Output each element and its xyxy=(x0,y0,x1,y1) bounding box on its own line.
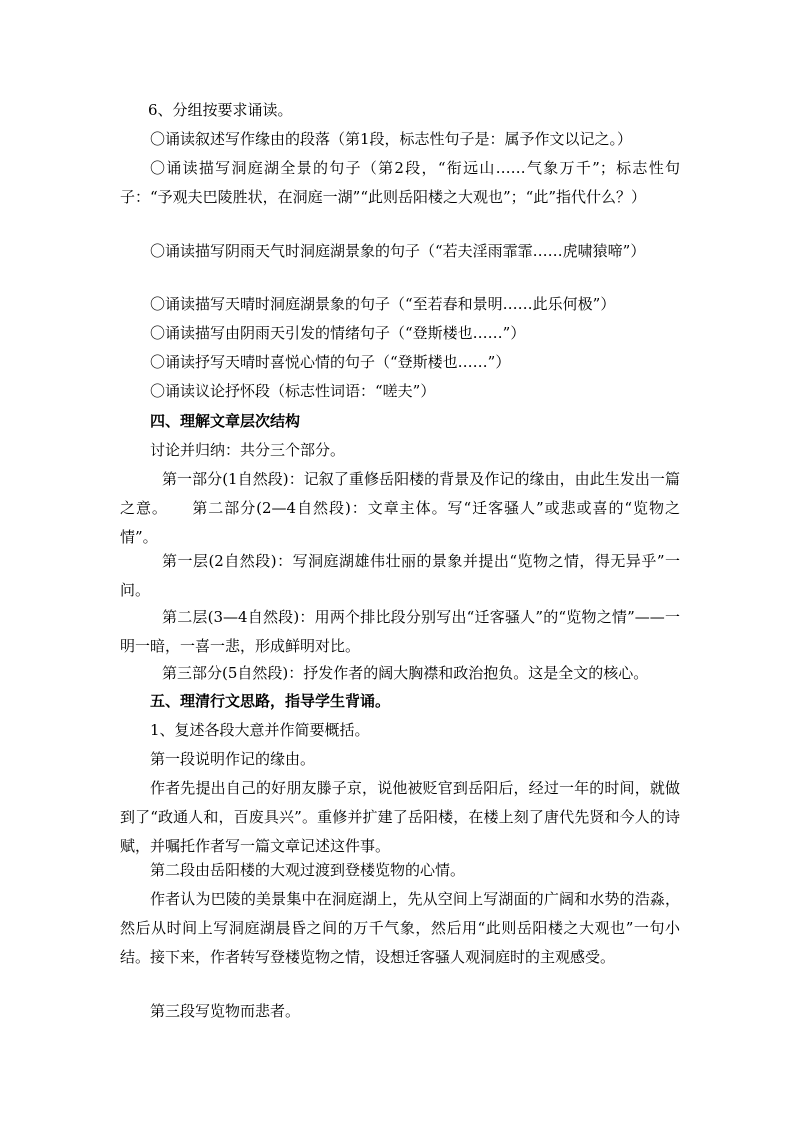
paragraph-third-section: 第三段写览物而悲者。 xyxy=(150,1002,301,1020)
paragraph-reason: 〇诵读叙述写作缘由的段落（第1段，标志性句子是：属予作文以记之。） xyxy=(150,130,633,148)
paragraph-summary: 讨论并归纳：共分三个部分。 xyxy=(150,441,346,459)
paragraph-first-detail: 作者先提出自己的好朋友滕子京，说他被贬官到岳阳后，经过一年的时间，就做到了“政通人和，百废具兴”。重修并扩建了岳阳楼，在楼上刻了唐代先贤和今人的诗赋，并嘱托作者写一篇文章记述这件事。 xyxy=(120,779,680,855)
paragraph-sad-emotion: 〇诵读描写由阴雨天引发的情绪句子（“登斯楼也……”） xyxy=(150,324,526,342)
paragraph-second-detail: 作者认为巴陵的美景集中在洞庭湖上，先从空间上写湖面的广阔和水势的浩淼，然后从时间上写洞庭湖晨昏之间的万千气象，然后用“此则岳阳楼之大观也”一句小结。接下来，作者转写登楼览物之情，设想迁客骚人观洞庭时的主观感受。 xyxy=(120,890,680,966)
paragraph-sunny: 〇诵读描写天晴时洞庭湖景象的句子（“至若春和景明……此乐何极”） xyxy=(150,295,616,313)
paragraph-joy-emotion: 〇诵读抒写天晴时喜悦心情的句子（“登斯楼也……”） xyxy=(150,353,511,371)
paragraph-layer-two: 第二层(3—4自然段)：用两个排比段分别写出“迁客骚人”的“览物之情”——一明一暗，一喜一悲，形成鲜明对比。 xyxy=(120,608,680,655)
paragraph-discussion: 〇诵读议论抒怀段（标志性词语：“嗟夫”） xyxy=(150,382,436,400)
paragraph-first-section: 第一段说明作记的缘由。 xyxy=(150,750,316,768)
paragraph-panorama: 〇诵读描写洞庭湖全景的句子（第2段，“衔远山……气象万千”；标志性句子：“予观夫巴陵胜状，在洞庭一湖”“此则岳阳楼之大观也”；“此”指代什么？） xyxy=(120,159,680,206)
section-heading-structure: 四、理解文章层次结构 xyxy=(150,412,301,430)
paragraph-part-three: 第三部分(5自然段)：抒发作者的阔大胸襟和政治抱负。这是全文的核心。 xyxy=(162,664,649,682)
paragraph-part-one-two: 第一部分(1自然段)：记叙了重修岳阳楼的背景及作记的缘由，由此生发出一篇之意。 第二部分(2—4自然段)：文章主体。写“迁客骚人”或悲或喜的“览物之情”。 xyxy=(120,470,680,546)
paragraph-item-6: 6、分组按要求诵读。 xyxy=(148,101,293,119)
paragraph-retell: 1、复述各段大意并作简要概括。 xyxy=(150,721,370,739)
paragraph-second-section: 第二段由岳阳楼的大观过渡到登楼览物的心情。 xyxy=(150,861,466,879)
section-heading-recitation: 五、理清行文思路，指导学生背诵。 xyxy=(150,692,391,710)
paragraph-rain: 〇诵读描写阴雨天气时洞庭湖景象的句子（“若夫淫雨霏霏……虎啸猿啼”） xyxy=(150,242,646,260)
paragraph-layer-one: 第一层(2自然段)：写洞庭湖雄伟壮丽的景象并提出“览物之情，得无异乎”一问。 xyxy=(120,552,680,599)
